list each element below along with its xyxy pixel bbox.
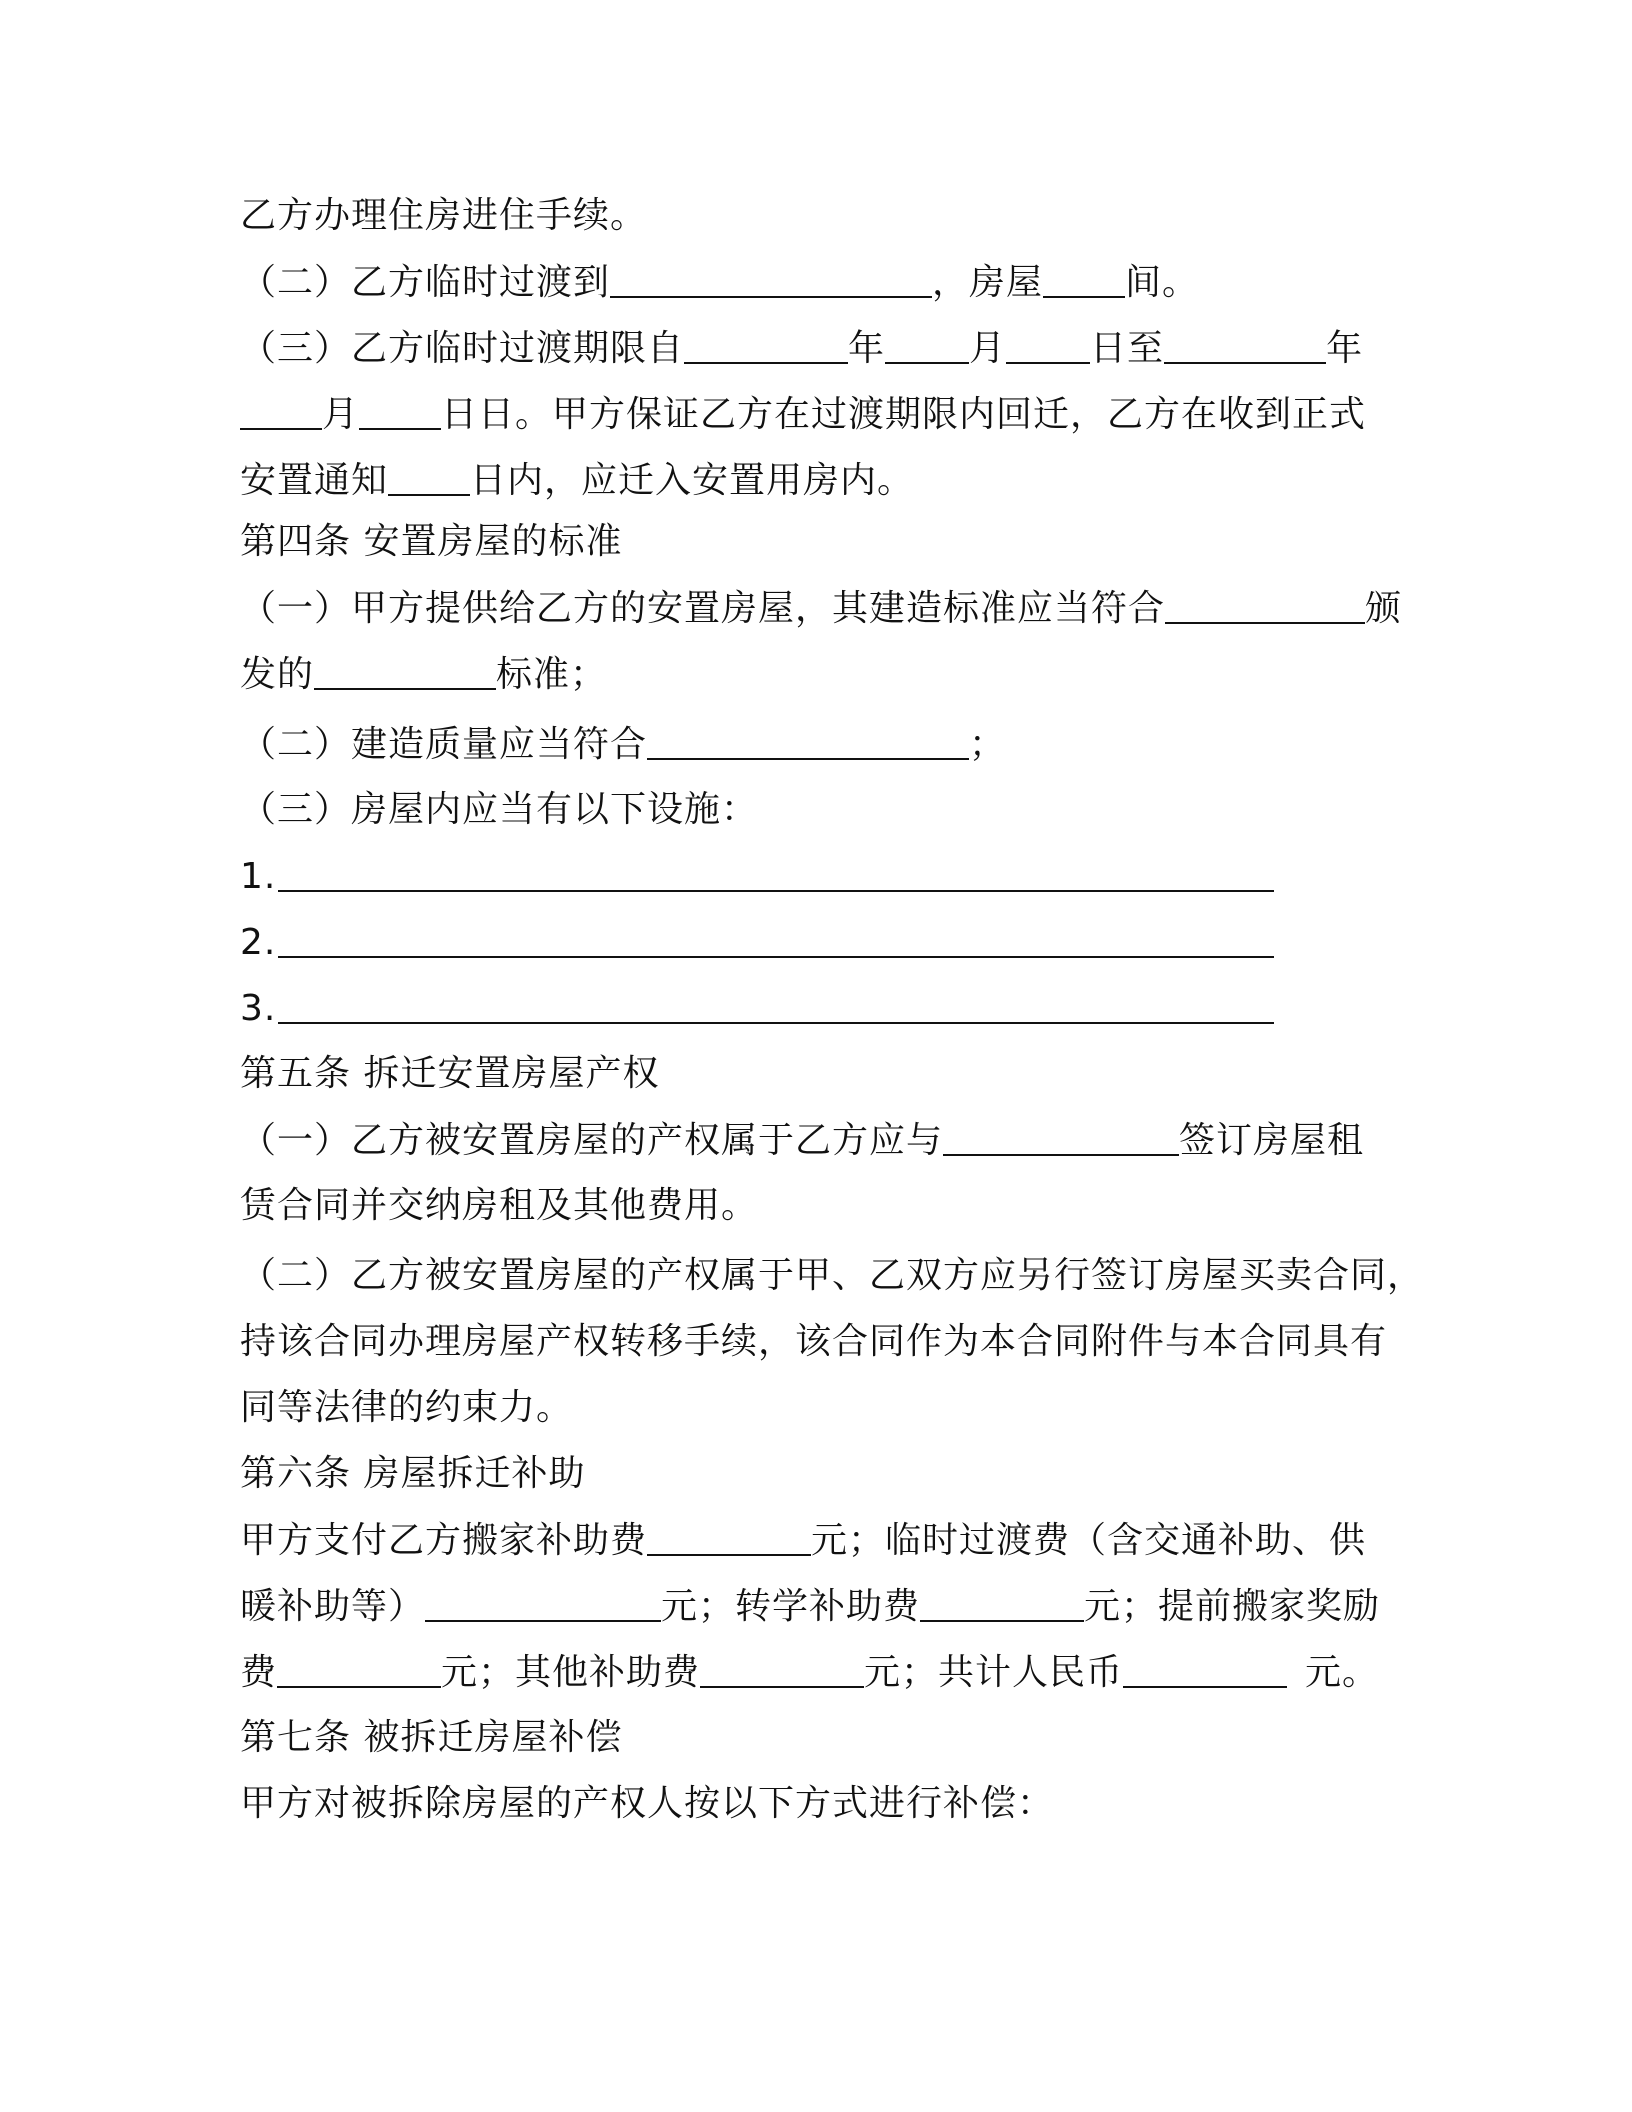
text-segment: 第六条 房屋拆迁补助 — [240, 1453, 586, 1494]
text-segment: （二）乙方临时过渡到 — [240, 262, 611, 303]
text-segment: 第五条 拆迁安置房屋产权 — [240, 1053, 660, 1094]
clause-6-text-cont2 — [240, 1648, 1379, 1696]
text-segment: 1. — [240, 856, 277, 897]
blank-field[interactable] — [1164, 324, 1326, 364]
text-segment: 元；共计人民币 — [864, 1652, 1124, 1693]
text-segment: 日日。甲方保证乙方在过渡期限内回迁，乙方在收到正式 — [441, 394, 1367, 435]
clause-6-text-cont — [240, 1582, 1380, 1630]
blank-field[interactable] — [647, 720, 969, 760]
blank-field[interactable] — [647, 1516, 811, 1556]
blank-field[interactable] — [1043, 258, 1125, 298]
text-segment: （三）房屋内应当有以下设施： — [240, 789, 759, 830]
blank-field[interactable] — [314, 650, 496, 690]
text-segment: 暖补助等） — [240, 1586, 426, 1627]
clause-6-text — [240, 1516, 1366, 1564]
clause-5-2-cont2 — [240, 1384, 573, 1432]
blank-field[interactable] — [240, 390, 322, 430]
blank-field[interactable] — [920, 1582, 1084, 1622]
facility-item — [240, 918, 1274, 966]
clause-5-2 — [240, 1252, 1424, 1300]
text-segment: 3. — [240, 988, 277, 1029]
text-segment: 月 — [322, 394, 360, 435]
text-segment: 元。 — [1305, 1652, 1380, 1693]
blank-field[interactable] — [885, 324, 969, 364]
text-segment: （一）甲方提供给乙方的安置房屋，其建造标准应当符合 — [240, 588, 1166, 629]
text-segment: （一）乙方被安置房屋的产权属于乙方应与 — [240, 1120, 944, 1161]
text-segment: 赁合同并交纳房租及其他费用。 — [240, 1185, 759, 1226]
text-line — [240, 192, 647, 240]
clause-7-text — [240, 1780, 1054, 1828]
blank-field[interactable] — [359, 390, 441, 430]
text-segment: 持该合同办理房屋产权转移手续，该合同作为本合同附件与本合同具有 — [240, 1321, 1388, 1362]
text-segment: 第七条 被拆迁房屋补偿 — [240, 1717, 623, 1758]
text-segment: 日内，应迁入安置用房内。 — [470, 460, 915, 501]
facility-item — [240, 852, 1274, 900]
text-segment: 日至 — [1090, 328, 1165, 369]
clause-3-2 — [240, 258, 1199, 306]
text-segment: 安置通知 — [240, 460, 389, 501]
blank-field[interactable] — [700, 1648, 864, 1688]
text-segment: ，房屋 — [932, 262, 1044, 303]
clause-5-1-cont — [240, 1182, 758, 1230]
text-segment: 年 — [1326, 328, 1364, 369]
article-4-heading — [240, 518, 622, 566]
clause-4-3 — [240, 786, 758, 834]
text-segment: 间。 — [1125, 262, 1200, 303]
blank-field[interactable] — [278, 918, 1274, 958]
article-5-heading — [240, 1050, 659, 1098]
clause-5-2-cont — [240, 1318, 1387, 1366]
text-segment: 月 — [969, 328, 1007, 369]
blank-field[interactable] — [1006, 324, 1090, 364]
text-segment: 发的 — [240, 654, 315, 695]
clause-4-1-cont — [240, 650, 607, 698]
text-segment: 甲方支付乙方搬家补助费 — [240, 1520, 648, 1561]
blank-field[interactable] — [278, 852, 1274, 892]
clause-4-2 — [240, 720, 1006, 768]
text-segment: 元；临时过渡费（含交通补助、供 — [811, 1520, 1367, 1561]
clause-4-1 — [240, 584, 1402, 632]
text-segment: 标准； — [496, 654, 608, 695]
text-segment: 元；提前搬家奖励 — [1084, 1586, 1381, 1627]
blank-field[interactable] — [1123, 1648, 1287, 1688]
blank-field[interactable] — [277, 1648, 441, 1688]
blank-field[interactable] — [684, 324, 848, 364]
text-segment: 甲方对被拆除房屋的产权人按以下方式进行补偿： — [240, 1783, 1055, 1824]
text-segment: 年 — [848, 328, 886, 369]
text-segment: 第四条 安置房屋的标准 — [240, 521, 623, 562]
article-6-heading — [240, 1450, 585, 1498]
clause-3-3-cont — [240, 390, 1366, 438]
blank-field[interactable] — [278, 984, 1274, 1024]
facility-item — [240, 984, 1274, 1032]
blank-field[interactable] — [1165, 584, 1365, 624]
text-segment: （二）建造质量应当符合 — [240, 724, 648, 765]
text-segment: 同等法律的约束力。 — [240, 1387, 574, 1428]
clause-5-1 — [240, 1116, 1364, 1164]
text-segment: （二）乙方被安置房屋的产权属于甲、乙双方应另行签订房屋买卖合同， — [240, 1255, 1425, 1296]
text-segment: （三）乙方临时过渡期限自 — [240, 328, 685, 369]
text-segment: 2. — [240, 922, 277, 963]
blank-field[interactable] — [388, 456, 470, 496]
text-segment: 乙方办理住房进住手续。 — [240, 195, 648, 236]
clause-3-3-cont2 — [240, 456, 914, 504]
text-segment: 元；转学补助费 — [661, 1586, 921, 1627]
article-7-heading — [240, 1714, 622, 1762]
text-segment: 费 — [240, 1652, 278, 1693]
blank-field[interactable] — [610, 258, 932, 298]
blank-field[interactable] — [425, 1582, 661, 1622]
clause-3-3 — [240, 324, 1363, 372]
text-segment: ； — [969, 724, 1007, 765]
blank-field[interactable] — [943, 1116, 1179, 1156]
text-segment: 元；其他补助费 — [441, 1652, 701, 1693]
text-segment: 签订房屋租 — [1179, 1120, 1365, 1161]
text-segment: 颁 — [1365, 588, 1403, 629]
